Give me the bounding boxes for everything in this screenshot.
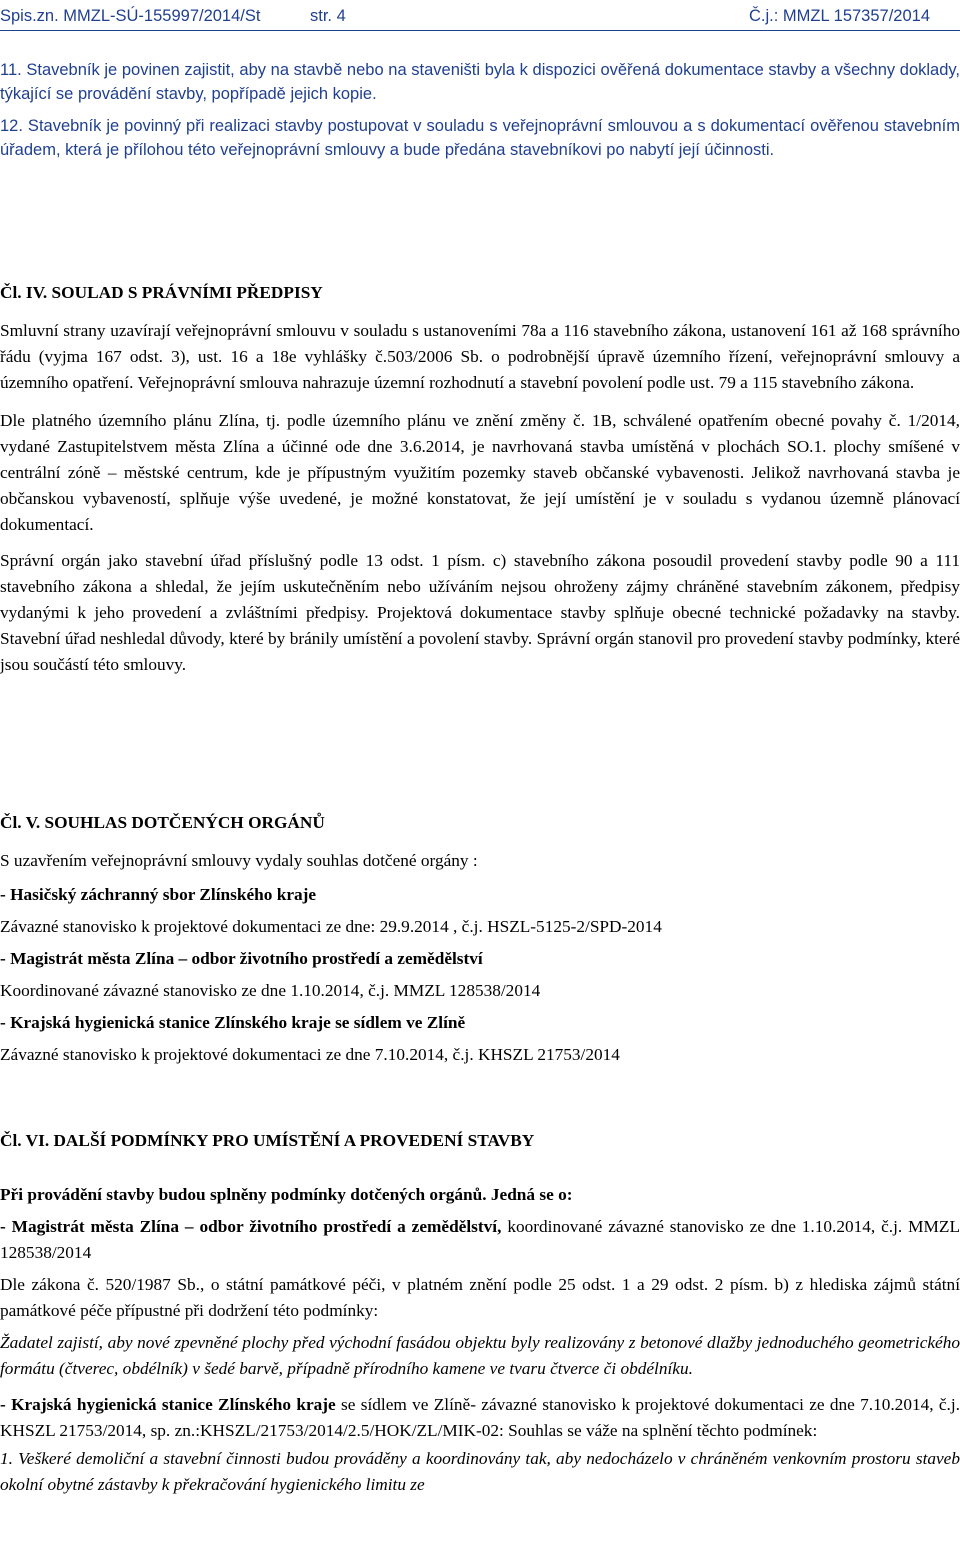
header-page-number: str. 4	[310, 7, 346, 25]
section-v-title: Čl. V. SOUHLAS DOTČENÝCH ORGÁNŮ	[0, 813, 325, 832]
section-v-intro: S uzavřením veřejnoprávní smlouvy vydaly souhlas dotčené orgány :	[0, 851, 478, 870]
organ-1-document: Závazné stanovisko k projektové dokumentaci ze dne: 29.9.2014 , č.j. HSZL-5125-2/SPD-2014	[0, 917, 662, 936]
section-vi-intro: Při provádění stavby budou splněny podmínky dotčených orgánů. Jedná se o:	[0, 1185, 573, 1204]
section-iv	[0, 280, 960, 678]
condition-hygiene-organ: - Krajská hygienická stanice Zlínského kraje	[0, 1395, 336, 1414]
condition-magistrat-reference: koordinované závazné stanovisko ze dne 1.10.2014, č.j. MMZL 128538/2014	[0, 1217, 960, 1262]
item-12	[0, 114, 960, 162]
section-iv-title: Čl. IV. SOULAD S PRÁVNÍMI PŘEDPISY	[0, 283, 323, 302]
condition-magistrat	[0, 1214, 960, 1266]
section-vi-title: Čl. VI. DALŠÍ PODMÍNKY PRO UMÍSTĚNÍ A PROVEDENÍ STAVBY	[0, 1131, 535, 1150]
heritage-law-paragraph: Dle zákona č. 520/1987 Sb., o státní památkové péči, v platném znění podle 25 odst. 1 a 29 odst. 2 písm. b) z hlediska zájmů státní památkové péče přípustné při dodržení této podmínky:	[0, 1275, 960, 1320]
header-reference-number: Č.j.: MMZL 157357/2014	[749, 7, 930, 25]
condition-hygiene-reference: se sídlem ve Zlíně- závazné stanovisko k projektové dokumentaci ze dne 7.10.2014, č.j. KHSZL 21753/2014, sp. zn.:KHSZL/21753/2014/2.5/HOK/ZL/MIK-02: Souhlas se váže na splnění těchto podmínek:	[0, 1395, 960, 1440]
header-file-number: Spis.zn. MMZL-SÚ-155997/2014/St	[0, 7, 261, 25]
section-iv-paragraph-2: Dle platného územního plánu Zlína, tj. podle územního plánu ve znění změny č. 1B, schválené opatřením obecné povahy č. 1/2014, vydané Zastupitelstvem města Zlína a účinné ode dne 3.6.2014, je navrhovaná stavba umístěná v plochách SO.1. plochy smíšené v centrální zóně – městské centrum, kde je přípustným využitím pozemky staveb občanské vybavenosti. Jelikož navrhovaná stavba je občanskou vybaveností, splňuje výše uvedené, je možné konstatovat, že její umístění je v souladu s vydanou územně plánovací dokumentací.	[0, 411, 960, 534]
item-11	[0, 58, 960, 106]
heritage-condition: Žadatel zajistí, aby nové zpevněné plochy před východní fasádou objektu byly realizovány z betonové dlažby jednoduchého geometrického formátu (čtverec, obdélník) v šedé barvě, případně přírodního kamene ve tvaru čtverce či obdélníku.	[0, 1333, 960, 1378]
item-12-text: 12. Stavebník je povinný při realizaci stavby postupovat v souladu s veřejnoprávní smlouvou a s dokumentací ověřenou stavebním úřadem, která je přílohou této veřejnoprávní smlouvy a bude předána stavebníkovi po nabytí její účinnosti.	[0, 117, 960, 159]
section-iv-paragraph-3: Správní orgán jako stavební úřad příslušný podle 13 odst. 1 písm. c) stavebního zákona posoudil provedení stavby podle 90 a 111 stavebního zákona a shledal, že jejím uskutečněním nebo užíváním nejsou ohroženy zájmy chráněné stavebním zákonem, předpisy vydanými k jeho provedení a zvláštními předpisy. Projektová dokumentace stavby splňuje obecné technické požadavky na stavby. Stavební úřad neshledal důvody, které by bránily umístění a povolení stavby. Správní orgán stanovil pro provedení stavby podmínky, které jsou součástí této smlouvy.	[0, 551, 960, 674]
organ-1-name: - Hasičský záchranný sbor Zlínského kraje	[0, 885, 317, 904]
condition-magistrat-organ: - Magistrát města Zlína – odbor životního prostředí a zemědělství,	[0, 1217, 502, 1236]
organ-3-document: Závazné stanovisko k projektové dokumentaci ze dne 7.10.2014, č.j. KHSZL 21753/2014	[0, 1045, 620, 1064]
organ-2-document: Koordinované závazné stanovisko ze dne 1.10.2014, č.j. MMZL 128538/2014	[0, 981, 541, 1000]
item-11-text: 11. Stavebník je povinen zajistit, aby na stavbě nebo na staveništi byla k dispozici ověřená dokumentace stavby a všechny doklady, týkající se provádění stavby, popřípadě jejich kopie.	[0, 61, 960, 103]
organ-3-name: - Krajská hygienická stanice Zlínského kraje se sídlem ve Zlíně	[0, 1013, 466, 1032]
section-iv-paragraph-1: Smluvní strany uzavírají veřejnoprávní smlouvu v souladu s ustanoveními 78a a 116 stavebního zákona, ustanovení 161 až 168 správního řádu (vyjma 167 odst. 3), ust. 16 a 18e vyhlášky č.503/2006 Sb. o podrobnější úpravě územního řízení, veřejnoprávní smlouvy a územního opatření. Veřejnoprávní smlouva nahrazuje územní rozhodnutí a stavební povolení podle ust. 79 a 115 stavebního zákona.	[0, 321, 960, 392]
header-divider	[0, 30, 960, 31]
condition-hygiene	[0, 1392, 960, 1444]
hygiene-condition-1: 1. Veškeré demoliční a stavební činnosti budou prováděny a koordinovány tak, aby nedocházelo v chráněném venkovním prostoru staveb okolní obytné zástavby k překračování hygienického limitu ze	[0, 1449, 960, 1494]
organ-2-name: - Magistrát města Zlína – odbor životního prostředí a zemědělství	[0, 949, 483, 968]
section-v	[0, 810, 960, 1068]
section-vi	[0, 1128, 960, 1498]
page-header	[0, 4, 960, 30]
